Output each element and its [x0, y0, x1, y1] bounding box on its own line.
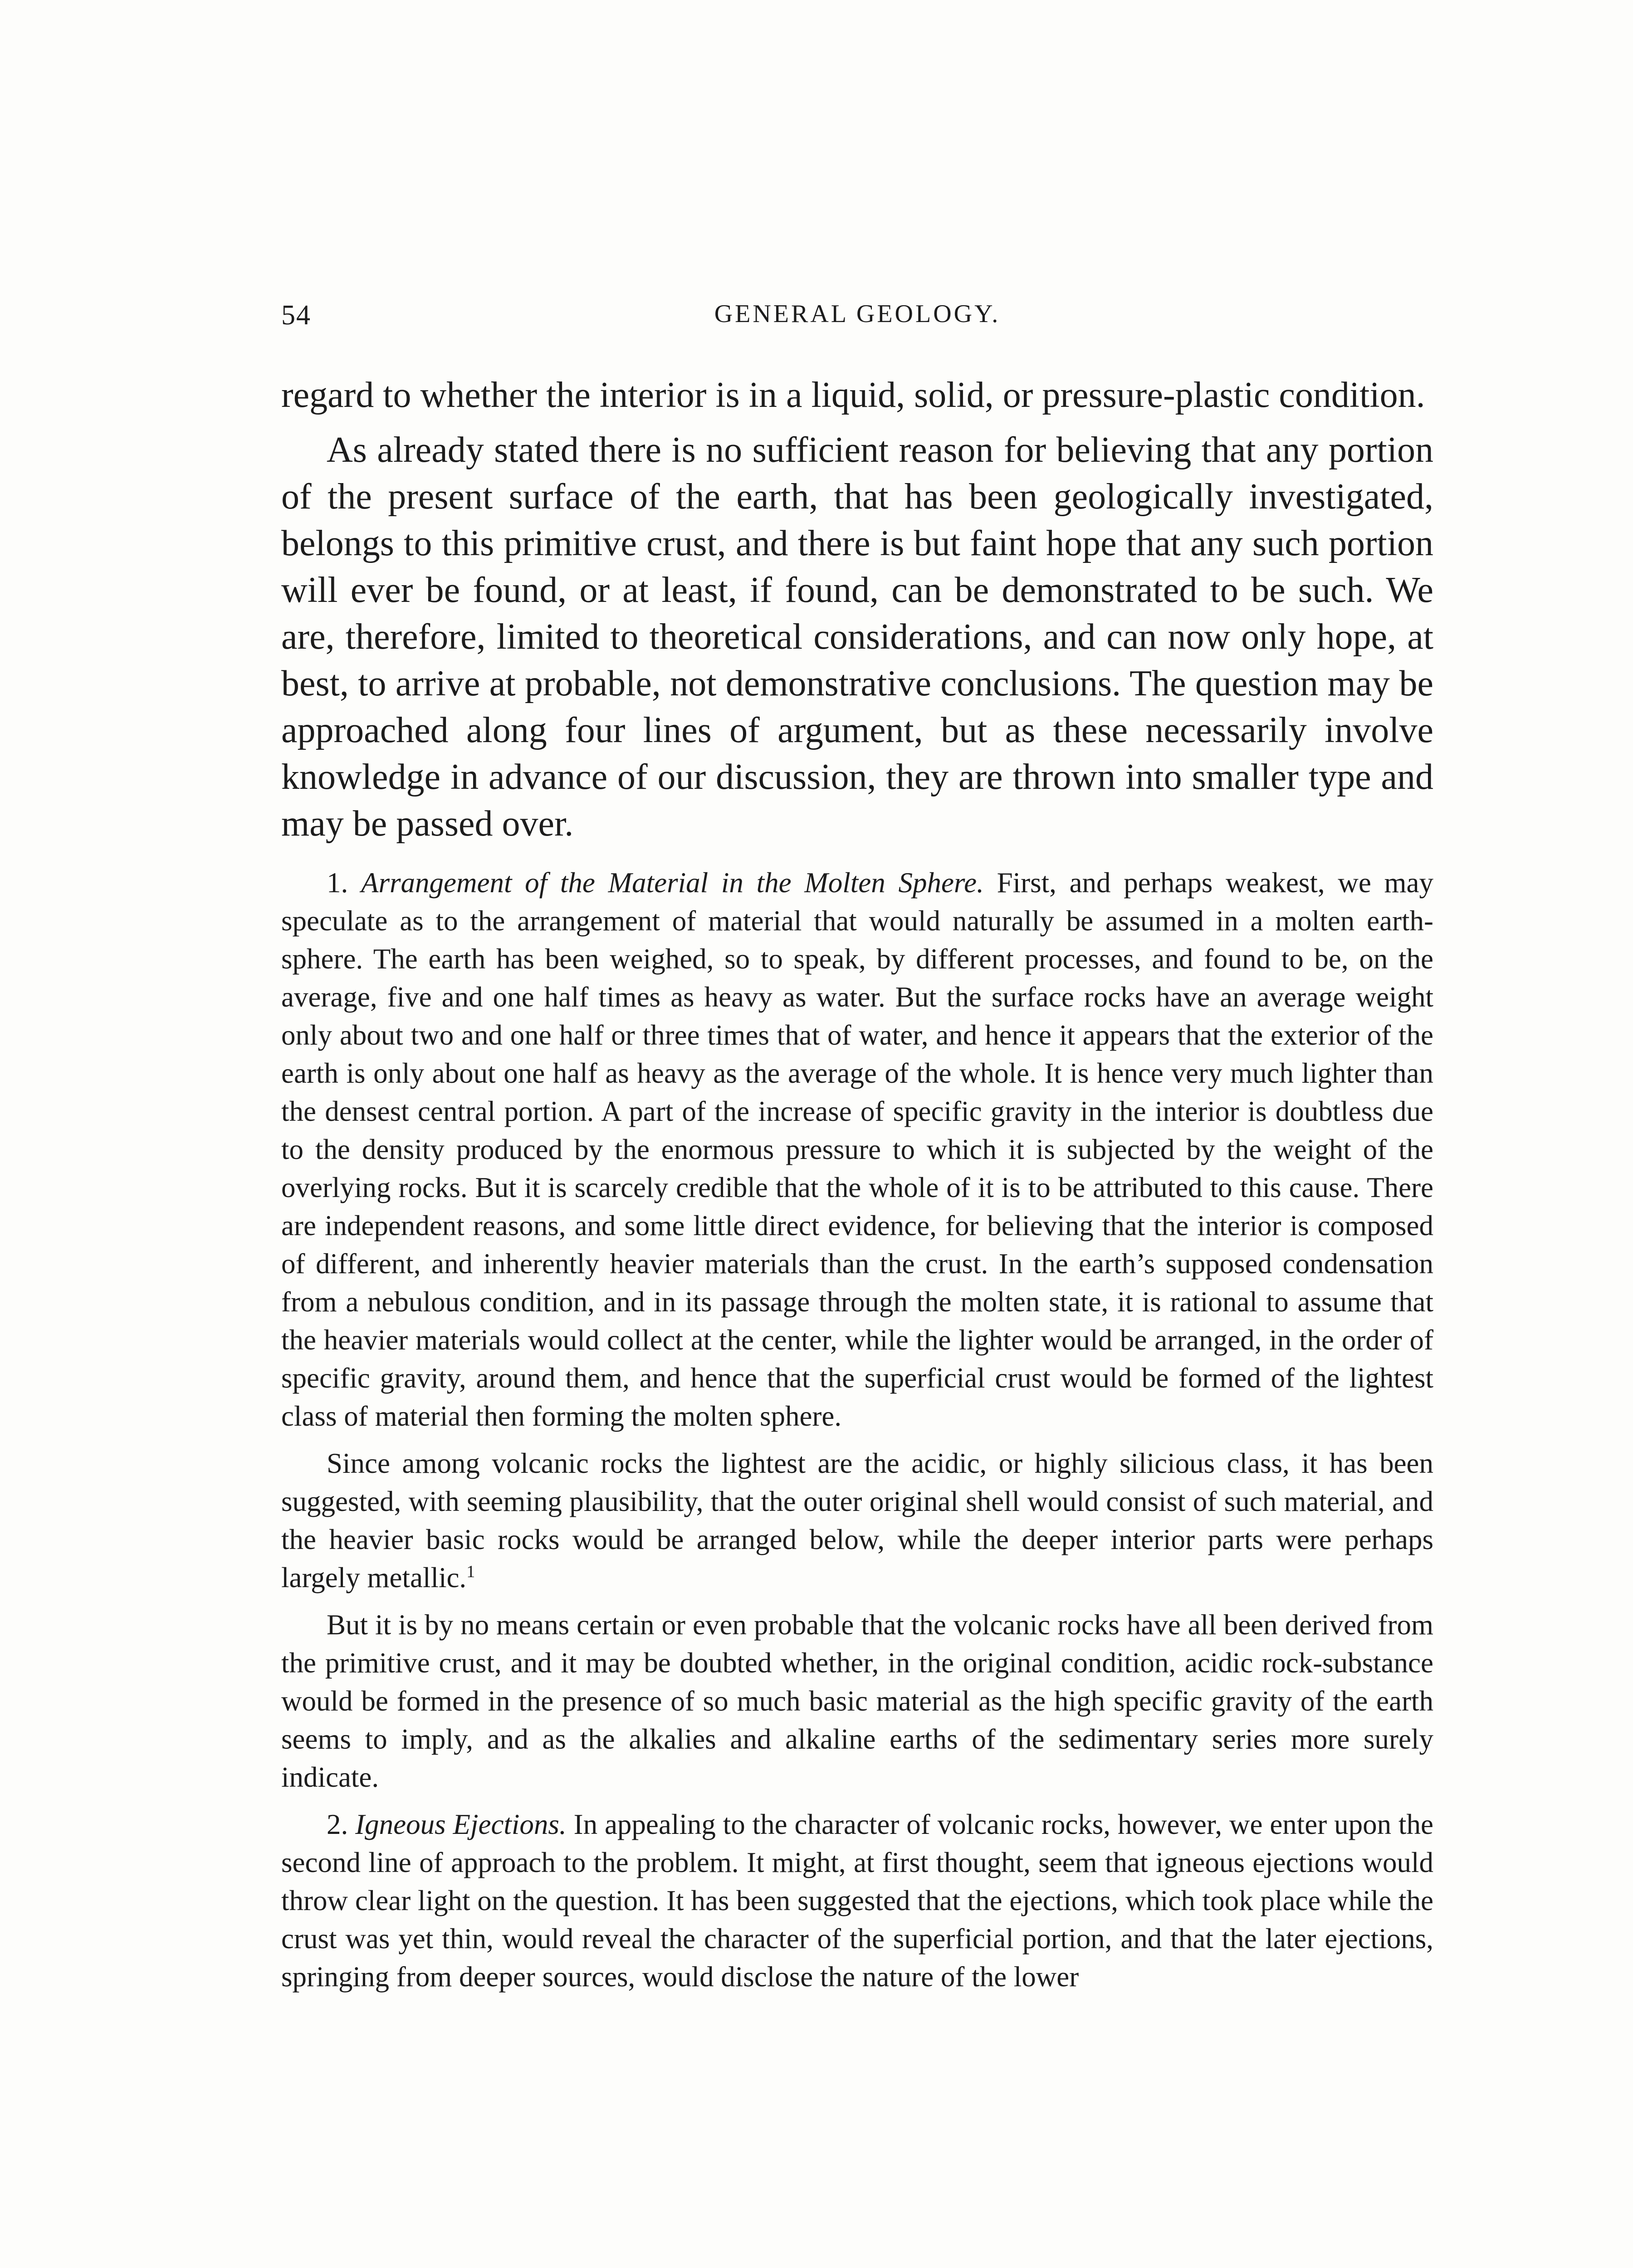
- section-title: Arrangement of the Material in the Molten Sphere.: [361, 867, 984, 899]
- page-number: 54: [281, 300, 311, 331]
- section-number: 1.: [327, 867, 361, 899]
- section-text: First, and perhaps weakest, we may speculate as to the arrangement of material that would naturally be assumed in a molten earth-sphere. The earth has been weighed, so to speak, by different processes, and found to be, on the average, five and one half times as heavy as water. But the surface rocks have an average weight only about two and one half or three times that of water, and hence it appears that the exterior of the earth is only about one half as heavy as the average of the whole. It is hence very much lighter than the densest central portion. A part of the increase of specific gravity in the interior is doubtless due to the density produced by the enormous pressure to which it is subjected by the weight of the overlying rocks. But it is scarcely credible that the whole of it is to be attributed to this cause. There are independent reasons, and some little direct evidence, for believing that the interior is composed of different, and inherently heavier materials than the crust. In the earth’s supposed condensation from a nebulous condition, and in its passage through the molten state, it is rational to assume that the heavier materials would collect at the center, while the lighter would be arranged, in the order of specific gravity, around them, and hence that the superficial crust would be formed of the lightest class of material then forming the molten sphere.: [281, 867, 1434, 1432]
- page-body: [281, 372, 1433, 1996]
- section-title: Igneous Ejections.: [355, 1809, 567, 1840]
- paragraph-continuation: regard to whether the interior is in a liquid, solid, or pressure-plastic condition.: [281, 375, 1425, 415]
- footnote-reference[interactable]: 1: [466, 1562, 475, 1581]
- paragraph-primitive-crust-doubt: But it is by no means certain or even probable that the volcanic rocks have all been derived from the primitive crust, and it may be doubted whether, in the original condition, acidic rock-substance would be formed in the presence of so much basic material as the high specific gravity of the earth seems to imply, and as the alkalies and alkaline earths of the sedimentary series more surely indicate.: [281, 1609, 1433, 1793]
- paragraph-text: Since among volcanic rocks the lightest are the acidic, or highly silicious class, it has been suggested, with seeming plausibility, that the outer original shell would consist of such material, and the heavier basic rocks would be arranged below, while the deeper interior parts were perhaps largely metallic.: [281, 1447, 1433, 1593]
- section-arrangement-of-material: [281, 864, 1433, 1435]
- running-title: GENERAL GEOLOGY.: [714, 300, 1001, 328]
- section-text: In appealing to the character of volcanic rocks, however, we enter upon the second line of approach to the problem. It might, at first thought, seem that igneous ejections would throw clear light on the question. It has been suggested that the ejections, which took place while the crust was yet thin, would reveal the character of the superficial portion, and that the later ejections, springing from deeper sources, would disclose the nature of the lower: [281, 1809, 1433, 1993]
- page-header: [281, 299, 1433, 336]
- paragraph-volcanic-rocks: [281, 1444, 1433, 1597]
- paragraph-primitive-crust: As already stated there is no sufficient reason for believing that any portion of the present surface of the earth, that has been geologically investigated, belongs to this primitive crust, and there is but faint hope that any such portion will ever be found, or at least, if found, can be demonstrated to be such. We are, therefore, limited to theoretical considerations, and can now only hope, at best, to arrive at probable, not demonstrative conclusions. The question may be approached along four lines of argument, but as these necessarily involve knowledge in advance of our discussion, they are thrown into smaller type and may be passed over.: [281, 430, 1433, 844]
- section-number: 2.: [327, 1809, 356, 1840]
- section-igneous-ejections: [281, 1805, 1433, 1996]
